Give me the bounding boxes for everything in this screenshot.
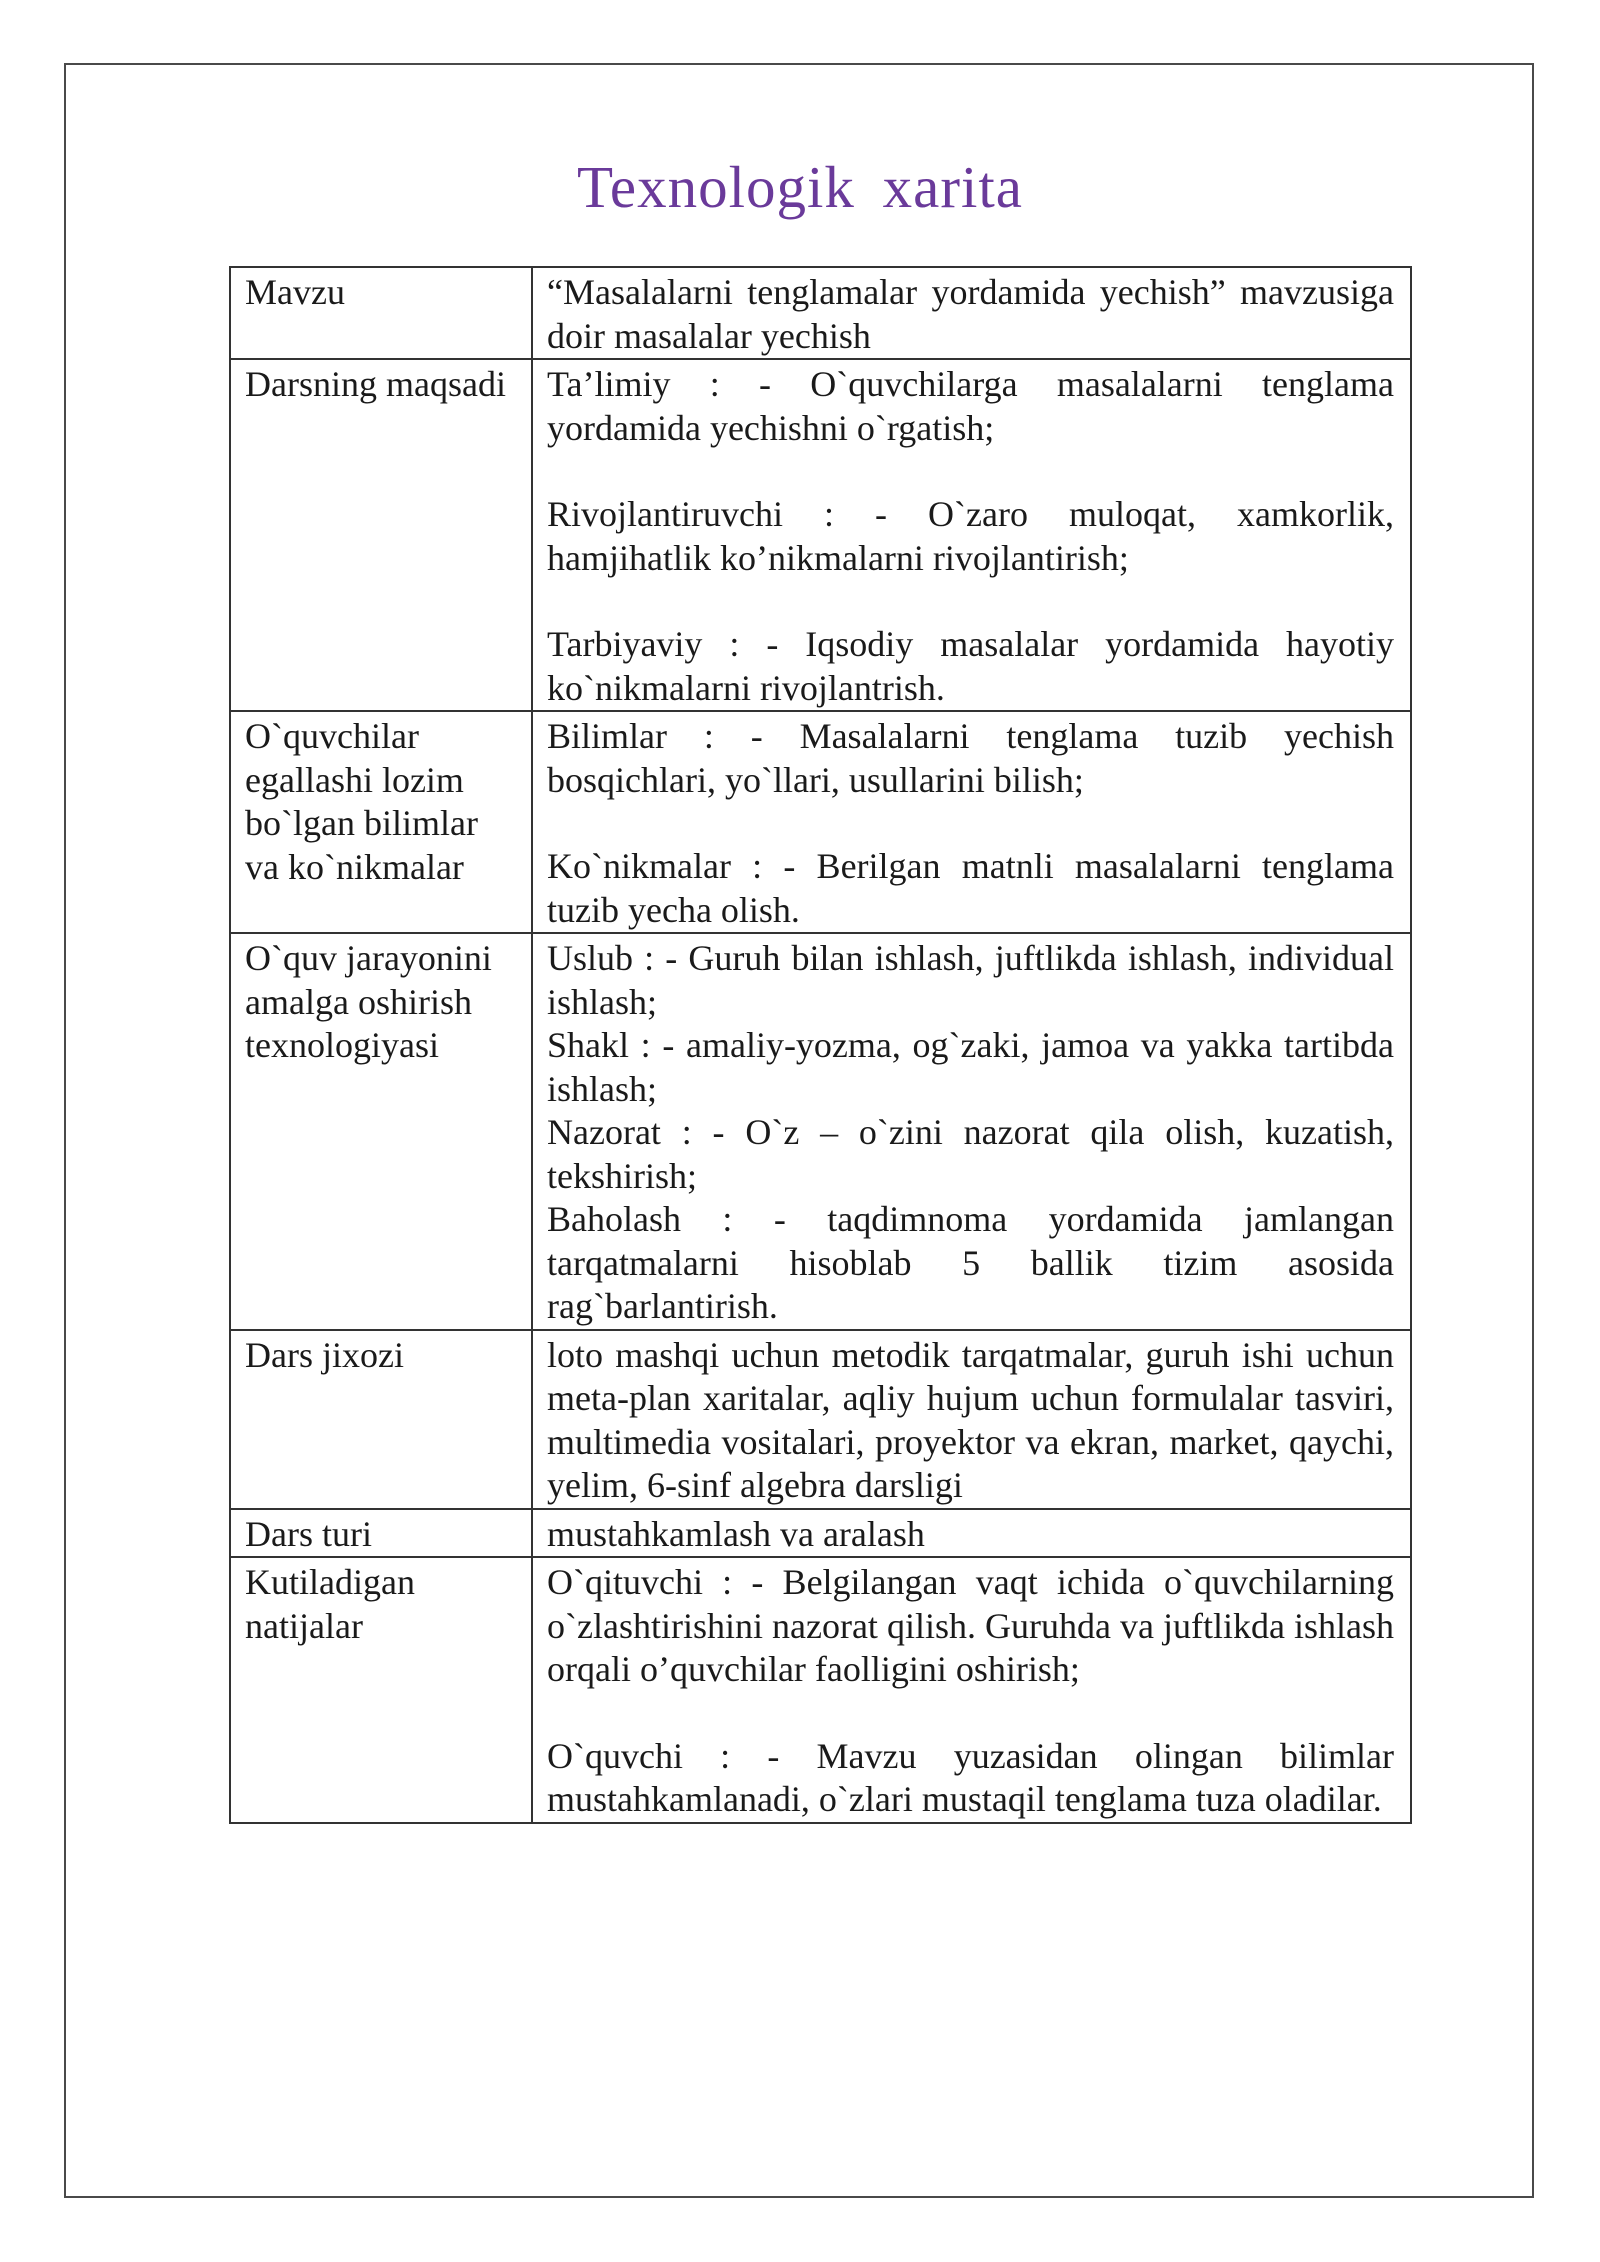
table-row-lesson-goal [230, 359, 1411, 711]
row-label: Kutiladigan natijalar [230, 1557, 532, 1823]
content-paragraph: O`qituvchi : - Belgilangan vaqt ichida o`quvchilarning o`zlashtirishini nazorat qilish. Guruhda va juftlikda ishlash orqali o’quvchilar faolligini oshirish; [547, 1562, 1394, 1689]
row-label: Dars jixozi [230, 1330, 532, 1509]
row-label: Mavzu [230, 267, 532, 359]
content-paragraph: Rivojlantiruvchi : - O`zaro muloqat, xamkorlik, hamjihatlik ko’nikmalarni rivojlantirish; [547, 494, 1394, 578]
paragraph-gap [547, 802, 1394, 845]
row-label: O`quv jarayonini amalga oshirish texnologiyasi [230, 933, 532, 1330]
row-content [532, 359, 1411, 711]
content-paragraph: Ko`nikmalar : - Berilgan matnli masalalarni tenglama tuzib yecha olish. [547, 846, 1394, 930]
row-content [532, 711, 1411, 933]
content-paragraph: “Masalalarni tenglamalar yordamida yechish” mavzusiga doir masalalar yechish [547, 272, 1394, 356]
row-label: Dars turi [230, 1509, 532, 1558]
content-paragraph: Baholash : - taqdimnoma yordamida jamlangan tarqatmalarni hisoblab 5 ballik tizim asosida rag`barlantirish. [547, 1199, 1394, 1326]
content-paragraph: Uslub : - Guruh bilan ishlash, juftlikda ishlash, individual ishlash; [547, 938, 1394, 1022]
content-paragraph: Shakl : - amaliy-yozma, og`zaki, jamoa va yakka tartibda ishlash; [547, 1025, 1394, 1109]
table-row-topic [230, 267, 1411, 359]
paragraph-gap [547, 580, 1394, 623]
row-content [532, 1330, 1411, 1509]
content-paragraph: Bilimlar : - Masalalarni tenglama tuzib yechish bosqichlari, yo`llari, usullarini bilish; [547, 716, 1394, 800]
row-label: Darsning maqsadi [230, 359, 532, 711]
content-paragraph: Tarbiyaviy : - Iqsodiy masalalar yordamida hayotiy ko`nikmalarni rivojlantrish. [547, 624, 1394, 708]
row-content [532, 1557, 1411, 1823]
content-paragraph: Nazorat : - O`z – o`zini nazorat qila olish, kuzatish, tekshirish; [547, 1112, 1394, 1196]
technology-map-table [229, 266, 1412, 1824]
content-paragraph: Ta’limiy : - O`quvchilarga masalalarni tenglama yordamida yechishni o`rgatish; [547, 364, 1394, 448]
table-row-lesson-type [230, 1509, 1411, 1558]
content-paragraph: O`quvchi : - Mavzu yuzasidan olingan bilimlar mustahkamlanadi, o`zlari mustaqil tenglama tuza oladilar. [547, 1735, 1394, 1819]
content-paragraph: loto mashqi uchun metodik tarqatmalar, guruh ishi uchun meta-plan xaritalar, aqliy hujum uchun formulalar tasviri, multimedia vositalari, proyektor va ekran, market, qaychi, yelim, 6-sinf algebra darsligi [547, 1334, 1394, 1505]
row-content [532, 267, 1411, 359]
page-title: Texnologik xarita [577, 154, 1023, 220]
table-row-process-technology [230, 933, 1411, 1330]
table-row-lesson-equipment [230, 1330, 1411, 1509]
row-label: O`quvchilar egallashi lozim bo`lgan bilimlar va ko`nikmalar [230, 711, 532, 933]
paragraph-gap [547, 1692, 1394, 1735]
table-row-expected-results [230, 1557, 1411, 1823]
row-content [532, 1509, 1411, 1558]
row-content [532, 933, 1411, 1330]
content-paragraph: mustahkamlash va aralash [547, 1513, 925, 1554]
table-row-knowledge-skills [230, 711, 1411, 933]
paragraph-gap [547, 450, 1394, 493]
